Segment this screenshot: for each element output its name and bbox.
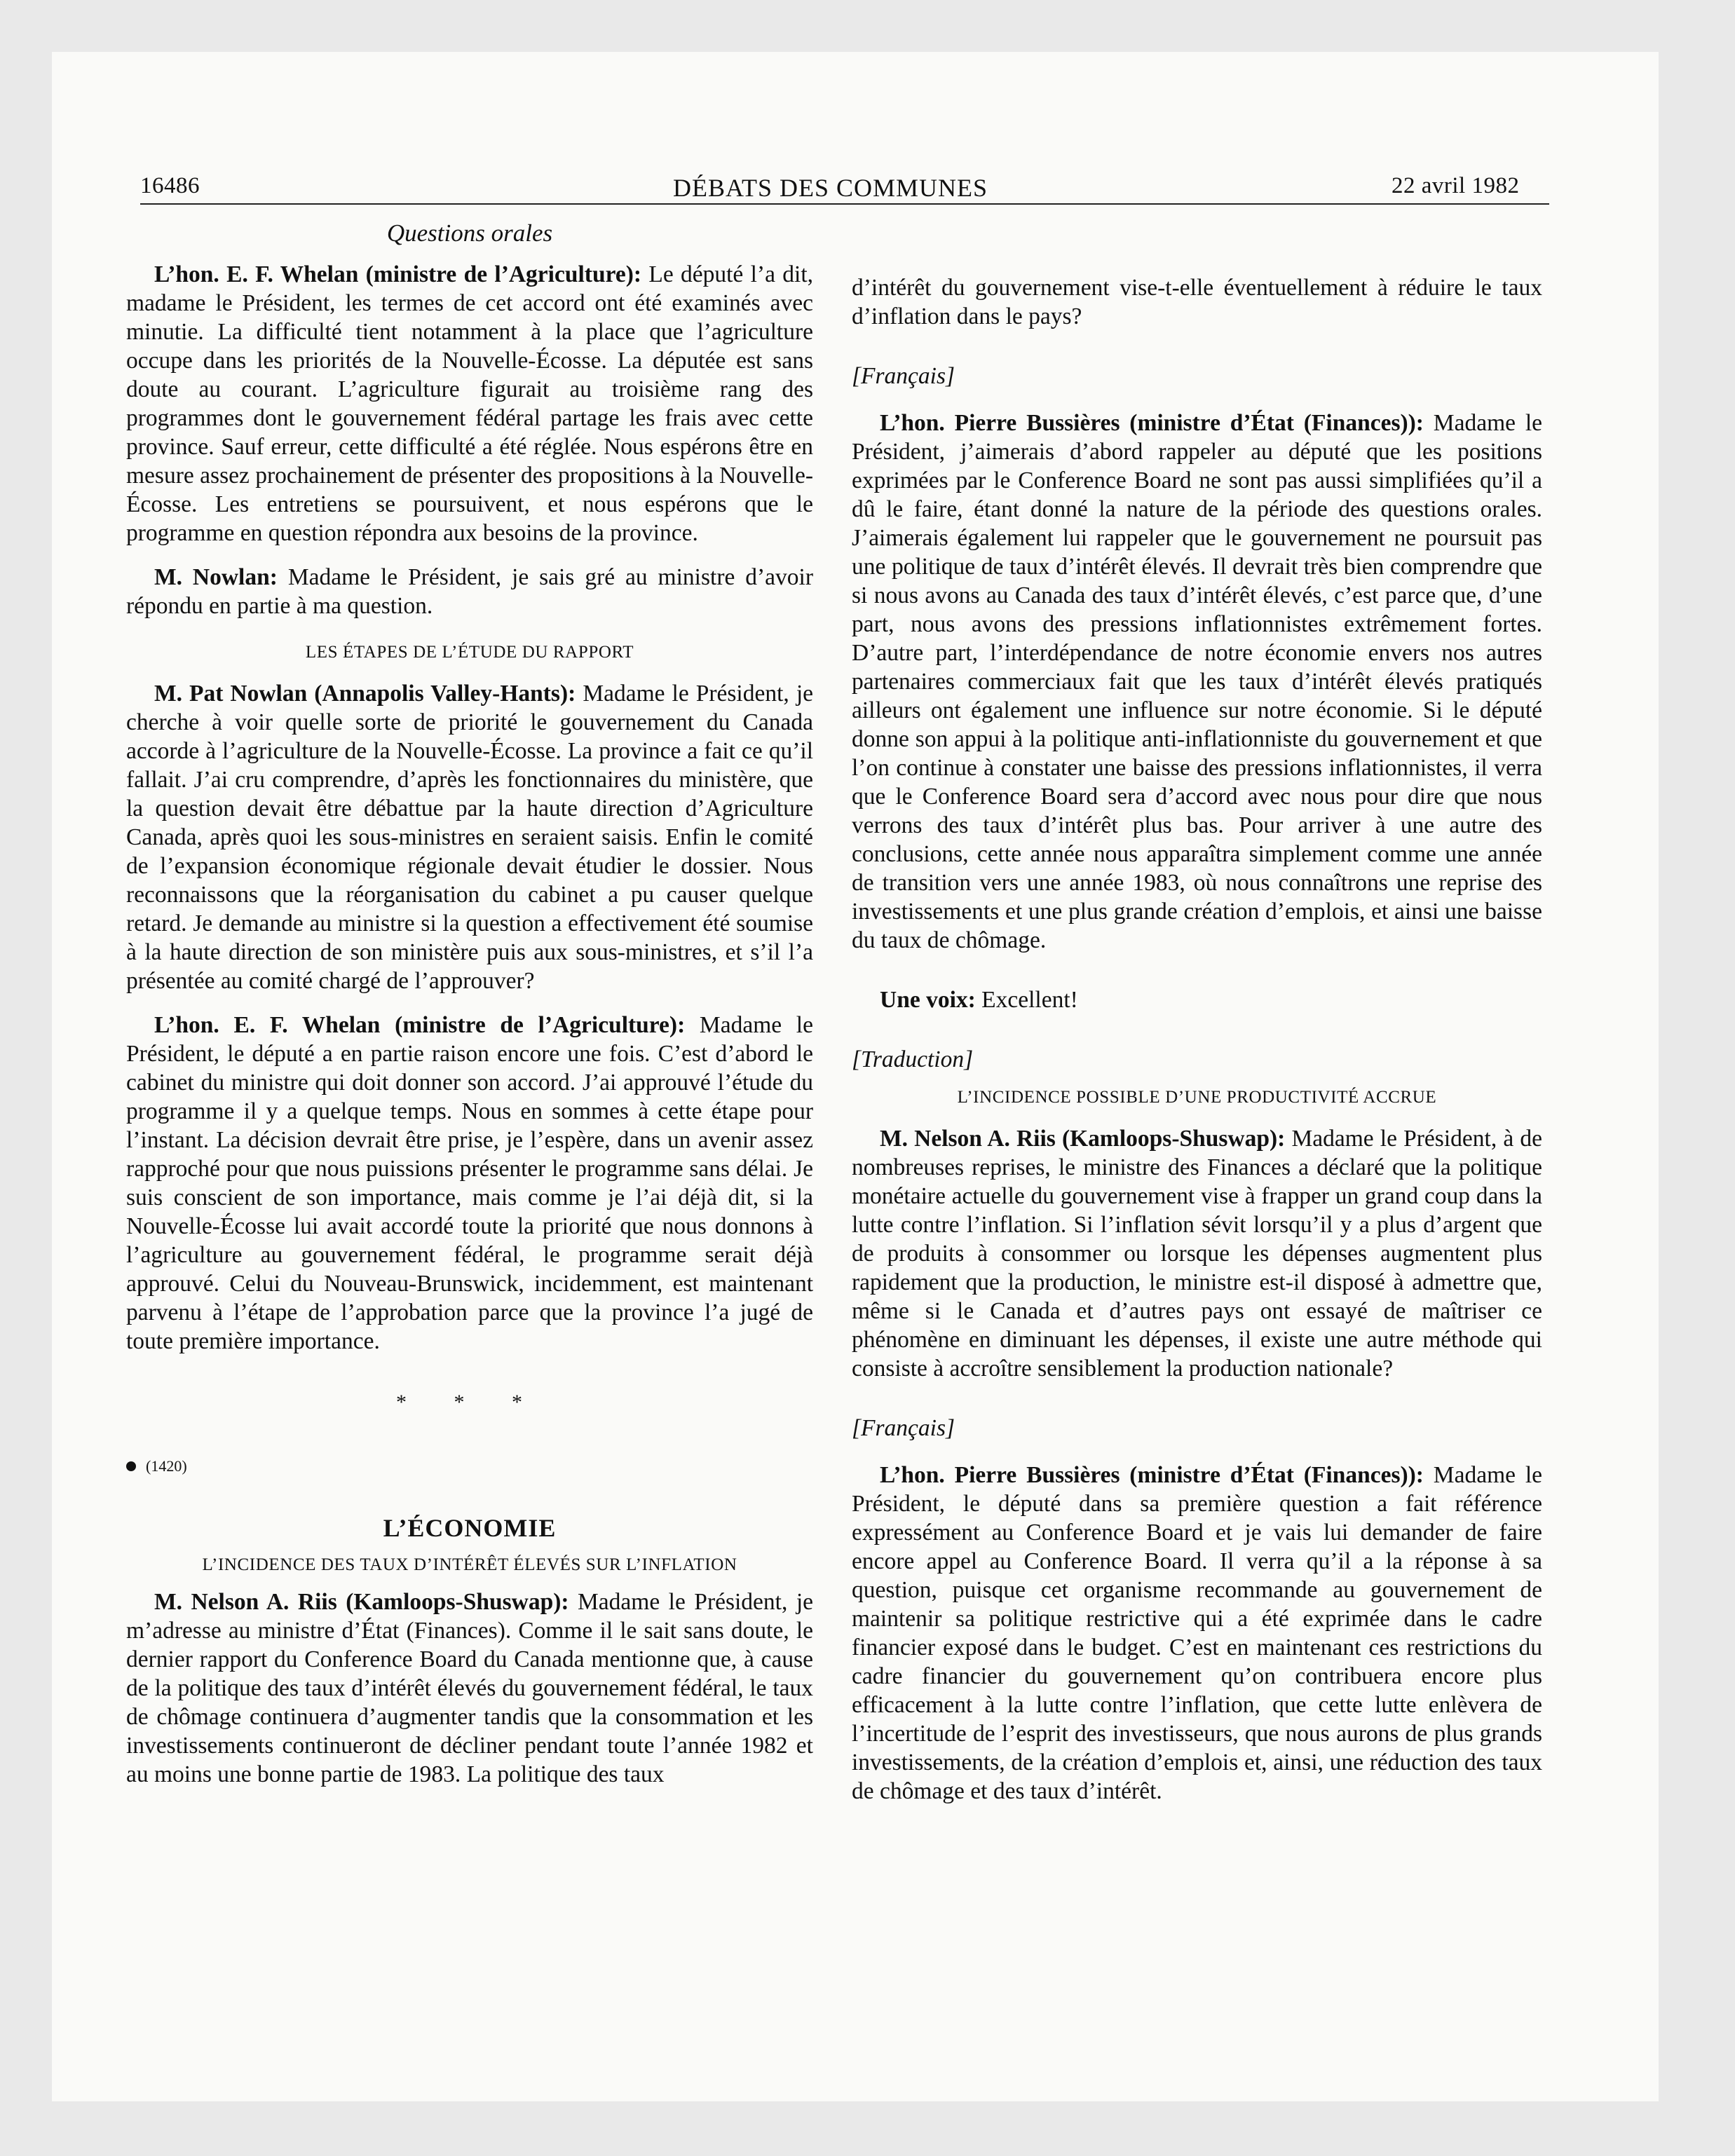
- right-column: [852, 273, 1542, 1806]
- speech-text: d’intérêt du gouvernement vise-t-elle éventuellement à réduire le taux d’inflation dans le pays?: [852, 275, 1542, 329]
- section-separator: * * *: [396, 1391, 543, 1414]
- speech-text: Madame le Président, je m’adresse au ministre d’État (Finances). Comme il le sait sans doute, le dernier rapport du Conference Board du Canada mentionne que, à cause de la politique des taux d’intérêt élevés du gouvernement fédéral, le taux de chômage continuera d’augmenter tandis que la consommation et les investissements continueront de décliner pendant toute l’année 1982 et au moins une bonne partie de 1983. La politique des taux: [126, 1589, 813, 1787]
- speech-text: Madame le Président, le député dans sa première question a fait référence expressément au Conference Board et je vais lui demander de faire encore appel au Conference Board. Il verra qu’il a la réponse à sa question, puisque cet organisme recommande au gouvernement de maintenir sa politique restrictive qui a été exprimée dans le cadre financier exposé dans le budget. C’est en maintenant ces restrictions du cadre financier du gouvernement qu’on contribuera encore plus efficacement à la lutte contre l’inflation, que cette lutte enlèvera de l’incertitude de l’esprit des investisseurs, que nous aurons de plus grands investissements, de la création d’emplois et, ainsi, une réduction des taux de chômage et des taux d’intérêt.: [852, 1462, 1542, 1804]
- section-label: Questions orales: [386, 219, 553, 247]
- speech-text: Le député l’a dit, madame le Président, les termes de cet accord ont été examinés avec minutie. La difficulté tient notamment à la place que l’agriculture occupe dans les priorités de la Nouvelle-Écosse. La députée est sans doute au courant. L’agriculture figurait au troisième rang des programmes dont le gouvernement fédéral partage les frais avec cette province. Sauf erreur, cette difficulté a été réglée. Nous espérons être en mesure assez prochainement de présenter des propositions à la Nouvelle-Écosse. Les entretiens se poursuivent, et nous espérons que le programme en question répondra aux besoins de la province.: [126, 261, 814, 546]
- timestamp: (1420): [146, 1457, 187, 1475]
- paragraph-riis-continued: [852, 273, 1542, 331]
- page-number: 16486: [140, 173, 200, 198]
- speech-text: Madame le Président, à de nombreuses reprises, le ministre des Finances a déclaré que la politique monétaire actuelle du gouvernement vise à frapper un grand coup dans la lutte contre l’inflation. Si l’inflation sévit lorsqu’il y a plus d’argent que de produits à consommer ou lorsque les dépenses augmentent plus rapidement que la production, le ministre est-il disposé à admettre que, même si le Canada et d’autres pays ont essayé de maîtriser ce phénomène en diminuant les dépenses, il existe une autre méthode qui consiste à accroître sensiblement la production nationale?: [852, 1126, 1542, 1381]
- speech-text: Excellent!: [981, 987, 1078, 1013]
- speech-text: Madame le Président, le député a en partie raison encore une fois. C’est d’abord le cabinet du ministre qui doit donner son accord. J’ai approuvé l’étude du programme il y a quelque temps. Nous en sommes à cette étape pour l’instant. La décision devrait être prise, je l’espère, dans un avenir assez rapproché pour que nous puissions présenter le programme sans délai. Je suis conscient de son importance, mais comme je l’ai déjà dit, si la Nouvelle-Écosse lui avait accordé toute la priorité que nous donnons à l’agriculture au gouvernement fédéral, le programme serait déjà approuvé. Celui du Nouveau-Brunswick, incidemment, est maintenant parvenu à l’étape de l’approbation parce que la province l’a jugé de toute première importance.: [126, 1012, 813, 1354]
- paragraph-whelan-2: [126, 1011, 813, 1356]
- paragraph-interjection: [852, 985, 1542, 1014]
- speech-text: Madame le Président, j’aimerais d’abord rappeler au député que les positions exprimées par le Conference Board ne sont pas aussi simplifiées qu’il a dû le faire, étant donné la nature de la période des questions orales. J’aimerais également lui rappeler que le gouvernement ne poursuit pas une politique de taux d’intérêt élevés. Il devrait très bien comprendre que si nous avons au Canada des taux d’intérêt élevés, c’est parce que, d’une part, nous avons des pressions inflationnistes extrêmement fortes. D’autre part, l’interdépendance de notre économie envers nos autres partenaires commerciaux fait que les taux d’intérêt élevés pratiqués ailleurs ont également une influence sur notre économie. Si le député donne son appui à la politique anti-inflationniste du gouvernement et que l’on continue à constater une baisse des pressions inflationnistes, il verra que le Conference Board sera d’accord avec nous pour dire que nous verrons des taux d’intérêt plus bas. Pour arriver à une autre des conclusions, cette année nous apparaîtra simplement comme une année de transition vers une année 1983, où nous connaîtrons une reprise des investissements et une plus grande création d’emplois, et ainsi une baisse du taux de chômage.: [852, 410, 1542, 953]
- timestamp-marker: [126, 1452, 813, 1480]
- speaker-name: L’hon. Pierre Bussières (ministre d’État (Finances)):: [880, 1462, 1424, 1488]
- speaker-name: L’hon. Pierre Bussières (ministre d’État (Finances)):: [880, 410, 1424, 436]
- speech-text: Madame le Président, je cherche à voir quelle sorte de priorité le gouvernement du Canada accorde à l’agriculture de la Nouvelle-Écosse. La province a fait ce qu’il fallait. J’ai cru comprendre, d’après les fonctionnaires du ministère, que la question devait être débattue par la haute direction d’Agriculture Canada, après quoi les sous-ministres en seraient saisis. Enfin le comité de l’expansion économique régionale devait étudier le dossier. Nous reconnaissons que la réorganisation du cabinet a pu causer quelque retard. Je demande au ministre si la question a effectivement été soumise à la haute direction de son ministère puis aux sous-ministres, et s’il l’a présentée au comité chargé de l’approuver?: [126, 681, 813, 994]
- paragraph-nowlan-1: [126, 563, 813, 620]
- speech-text: Madame le Président, je sais gré au ministre d’avoir répondu en partie à ma question.: [126, 564, 814, 619]
- speaker-name: M. Nelson A. Riis (Kamloops-Shuswap):: [154, 1589, 569, 1615]
- speaker-name: M. Pat Nowlan (Annapolis Valley-Hants):: [154, 681, 576, 707]
- journal-title: DÉBATS DES COMMUNES: [673, 174, 988, 202]
- speaker-name: L’hon. E. F. Whelan (ministre de l’Agriculture):: [154, 1012, 686, 1038]
- issue-date: 22 avril 1982: [1392, 173, 1520, 198]
- left-column: [126, 219, 813, 1789]
- speaker-name: L’hon. E. F. Whelan (ministre de l’Agriculture):: [154, 261, 642, 287]
- subject-heading: L’INCIDENCE DES TAUX D’INTÉRÊT ÉLEVÉS SUR L’INFLATION: [202, 1555, 737, 1574]
- paragraph-riis-2: [852, 1124, 1542, 1383]
- speaker-name: M. Nelson A. Riis (Kamloops-Shuswap):: [880, 1126, 1286, 1152]
- paragraph-nowlan-2: [126, 679, 813, 995]
- speaker-name: M. Nowlan:: [154, 564, 278, 590]
- language-marker: [Français]: [852, 363, 955, 389]
- paragraph-bussieres-1: [852, 409, 1542, 955]
- speaker-name: Une voix:: [880, 987, 976, 1013]
- header-rule: [140, 203, 1549, 205]
- language-marker: [Français]: [852, 1415, 955, 1441]
- subject-heading: LES ÉTAPES DE L’ÉTUDE DU RAPPORT: [305, 643, 634, 662]
- language-marker: [Traduction]: [852, 1046, 974, 1072]
- paragraph-riis-1: [126, 1588, 813, 1789]
- subject-heading: L’INCIDENCE POSSIBLE D’UNE PRODUCTIVITÉ ACCRUE: [957, 1088, 1437, 1107]
- paragraph-bussieres-2: [852, 1461, 1542, 1806]
- rubric-title: L’ÉCONOMIE: [383, 1514, 557, 1542]
- bullet-icon: [126, 1461, 136, 1471]
- paragraph-whelan-1: [126, 260, 813, 547]
